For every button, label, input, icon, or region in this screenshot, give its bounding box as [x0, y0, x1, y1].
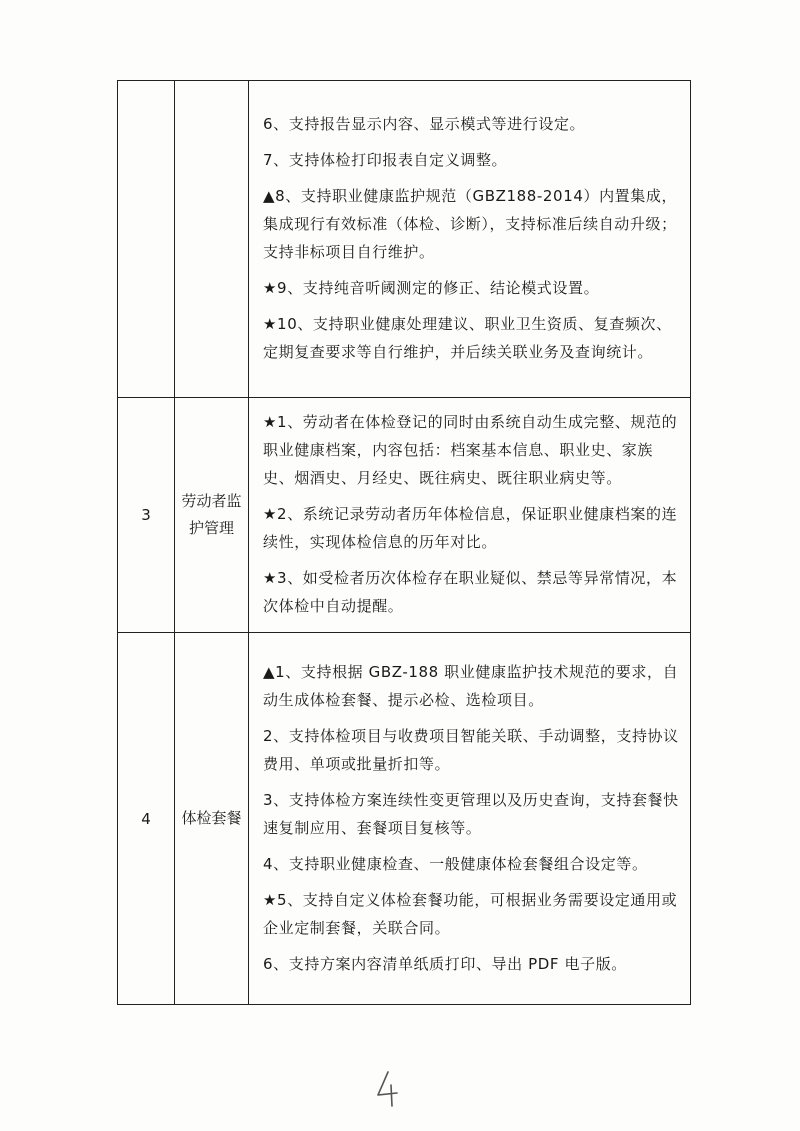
requirement-item: 4、支持职业健康检查、一般健康体检套餐组合设定等。 [263, 854, 648, 873]
requirement-item: ★5、支持自定义体检套餐功能，可根据业务需要设定通用或企业定制套餐，关联合同。 [263, 890, 678, 937]
requirements-cell [249, 81, 691, 398]
row-number-cell [118, 81, 175, 398]
requirement-item: 7、支持体检打印报表自定义调整。 [263, 151, 508, 169]
requirement-item: ▲1、支持根据 GBZ-188 职业健康监护技术规范的要求，自动生成体检套餐、提示必检、选检项目。 [263, 662, 679, 709]
requirement-item: ★1、劳动者在体检登记的同时由系统自动生成完整、规范的职业健康档案，内容包括：档案基本信息、职业史、家族史、烟酒史、月经史、既往病史、既往职业病史等。 [263, 413, 678, 487]
table-row [118, 81, 691, 398]
module-name-cell [175, 81, 249, 398]
handwritten-page-number [372, 1068, 402, 1108]
requirement-item: ★10、支持职业健康处理建议、职业卫生资质、复查频次、定期复查要求等自行维护，并后续关联业务及查询统计。 [263, 315, 672, 361]
row-number-cell: 3 [118, 398, 175, 633]
table-row [118, 398, 691, 633]
table-row [118, 633, 691, 1005]
requirement-item: 3、支持体检方案连续性变更管理以及历史查询，支持套餐快速复制应用、套餐项目复核等。 [263, 790, 679, 837]
requirements-table [117, 80, 691, 1005]
requirement-item: 6、支持报告显示内容、显示模式等进行设定。 [263, 115, 586, 133]
module-name-cell: 劳动者监护管理 [175, 398, 249, 633]
requirements-cell [249, 633, 691, 1005]
requirement-item: ★9、支持纯音听阈测定的修正、结论模式设置。 [263, 279, 600, 297]
requirement-item: 2、支持体检项目与收费项目智能关联、手动调整，支持协议费用、单项或批量折扣等。 [263, 726, 679, 773]
requirements-cell [249, 398, 691, 633]
module-name-cell: 体检套餐 [175, 633, 249, 1005]
requirement-item: ★2、系统记录劳动者历年体检信息，保证职业健康档案的连续性，实现体检信息的历年对比。 [263, 505, 678, 551]
requirement-item: ★3、如受检者历次体检存在职业疑似、禁忌等异常情况，本次体检中自动提醒。 [263, 569, 678, 615]
requirement-item: 6、支持方案内容清单纸质打印、导出 PDF 电子版。 [263, 954, 627, 973]
row-number-cell: 4 [118, 633, 175, 1005]
requirement-item: ▲8、支持职业健康监护规范（GBZ188-2014）内置集成，集成现行有效标准（体检、诊断），支持标准后续自动升级；支持非标项目自行维护。 [263, 187, 678, 261]
